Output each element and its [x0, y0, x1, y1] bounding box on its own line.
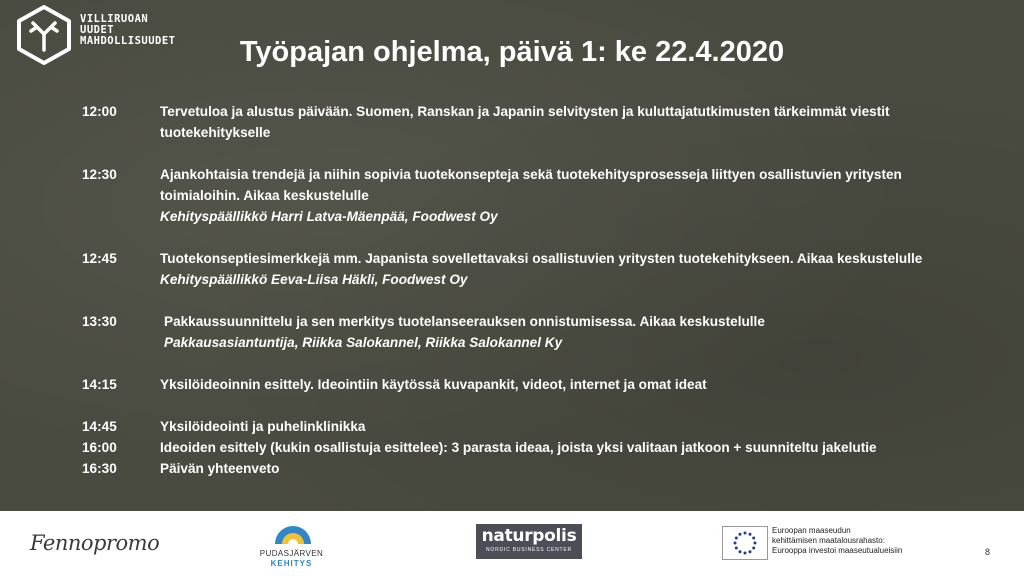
agenda-time: 14:45 [82, 419, 117, 434]
agenda-text: Ajankohtaisia trendejä ja niihin sopivia tuotekonsepteja sekä tuotekehitysprosesseja liittyen osallistuvien yritysten [160, 167, 902, 182]
logo-line: MAHDOLLISUUDET [80, 35, 176, 47]
pudasjarvi-logo [244, 520, 339, 570]
agenda-text: Ideoiden esittely (kukin osallistuja esittelee): 3 parasta ideaa, joista yksi valitaan jatkoon + suunniteltu jakelutie [160, 440, 877, 455]
eu-text [772, 526, 902, 556]
agenda-item-1600 [82, 437, 1002, 458]
agenda-item-1245 [82, 248, 1002, 290]
agenda-text: Yksilöideointi ja puhelinklinikka [160, 419, 366, 434]
pudasjarvi-name: PUDASJÄRVEN [259, 549, 324, 558]
agenda-text: Pakkaussuunnittelu ja sen merkitys tuotelanseerauksen onnistumisessa. Aikaa keskustelulle [164, 314, 765, 329]
naturpolis-logo [476, 524, 582, 559]
fennopromo-logo: Fennopromo [30, 531, 160, 555]
agenda-time: 14:15 [82, 377, 117, 392]
eu-star-ring [723, 527, 767, 559]
agenda-body [160, 374, 1002, 395]
agenda-body [160, 164, 1002, 227]
eu-funding-logo [722, 526, 952, 562]
agenda-item-1445 [82, 416, 1002, 437]
agenda-body [160, 248, 1002, 290]
agenda-item-1630 [82, 458, 1002, 479]
agenda-text: tuotekehitykselle [160, 125, 271, 140]
pudasjarvi-sub: KEHITYS [270, 559, 313, 568]
naturpolis-sub: NORDIC BUSINESS CENTER [486, 547, 572, 553]
agenda-time: 12:00 [82, 104, 117, 119]
logo-line: UUDET [80, 24, 115, 36]
agenda-body [160, 458, 1002, 479]
agenda-body [160, 311, 1002, 353]
agenda-text: Päivän yhteenveto [160, 461, 280, 476]
agenda-speaker: Kehityspäällikkö Eeva-Liisa Häkli, Foodwest Oy [160, 272, 468, 287]
agenda-text: toimialoihin. Aikaa keskustelulle [160, 188, 369, 203]
agenda-time: 12:30 [82, 167, 117, 182]
agenda-speaker: Kehityspäällikkö Harri Latva-Mäenpää, Foodwest Oy [160, 209, 498, 224]
agenda-body [160, 437, 1002, 458]
agenda-item-1330 [82, 311, 1002, 353]
page-number: 8 [985, 547, 991, 557]
agenda-time: 12:45 [82, 251, 117, 266]
agenda-body [160, 416, 1002, 437]
agenda-text: Tuotekonseptiesimerkkejä mm. Japanista sovellettavaksi osallistuvien yritysten tuotekehitykseen. Aikaa keskustelulle [160, 251, 923, 266]
eu-text-line: Euroopan maaseudun [772, 526, 851, 535]
eu-text-line: Eurooppa investoi maaseutualueisiin [772, 546, 903, 555]
agenda-text: Tervetuloa ja alustus päivään. Suomen, Ranskan ja Japanin selvitysten ja kuluttajatutkimusten tärkeimmät viestit [160, 104, 890, 119]
logo-line: VILLIRUOAN [80, 13, 149, 25]
slide-title: Työpajan ohjelma, päivä 1: ke 22.4.2020 [239, 36, 785, 68]
agenda-speaker: Pakkausasiantuntija, Riikka Salokannel, Riikka Salokannel Ky [164, 335, 563, 350]
agenda-time: 16:00 [82, 440, 117, 455]
agenda-item-1230 [82, 164, 1002, 227]
sun-arc-logo-icon [273, 520, 313, 546]
agenda-time: 13:30 [82, 314, 117, 329]
agenda-item-1200 [82, 101, 1002, 143]
agenda-time: 16:30 [82, 461, 117, 476]
eu-text-line: kehittämisen maatalousrahasto: [772, 536, 885, 545]
agenda-item-1415 [82, 374, 1002, 395]
naturpolis-name: naturpolis [481, 526, 577, 546]
agenda-text: Yksilöideoinnin esittely. Ideointiin käytössä kuvapankit, videot, internet ja omat ideat [160, 377, 707, 392]
agenda-list [82, 101, 1002, 479]
logo-footer [0, 511, 1024, 576]
agenda-body [160, 101, 1002, 143]
eu-flag-icon [722, 526, 768, 560]
